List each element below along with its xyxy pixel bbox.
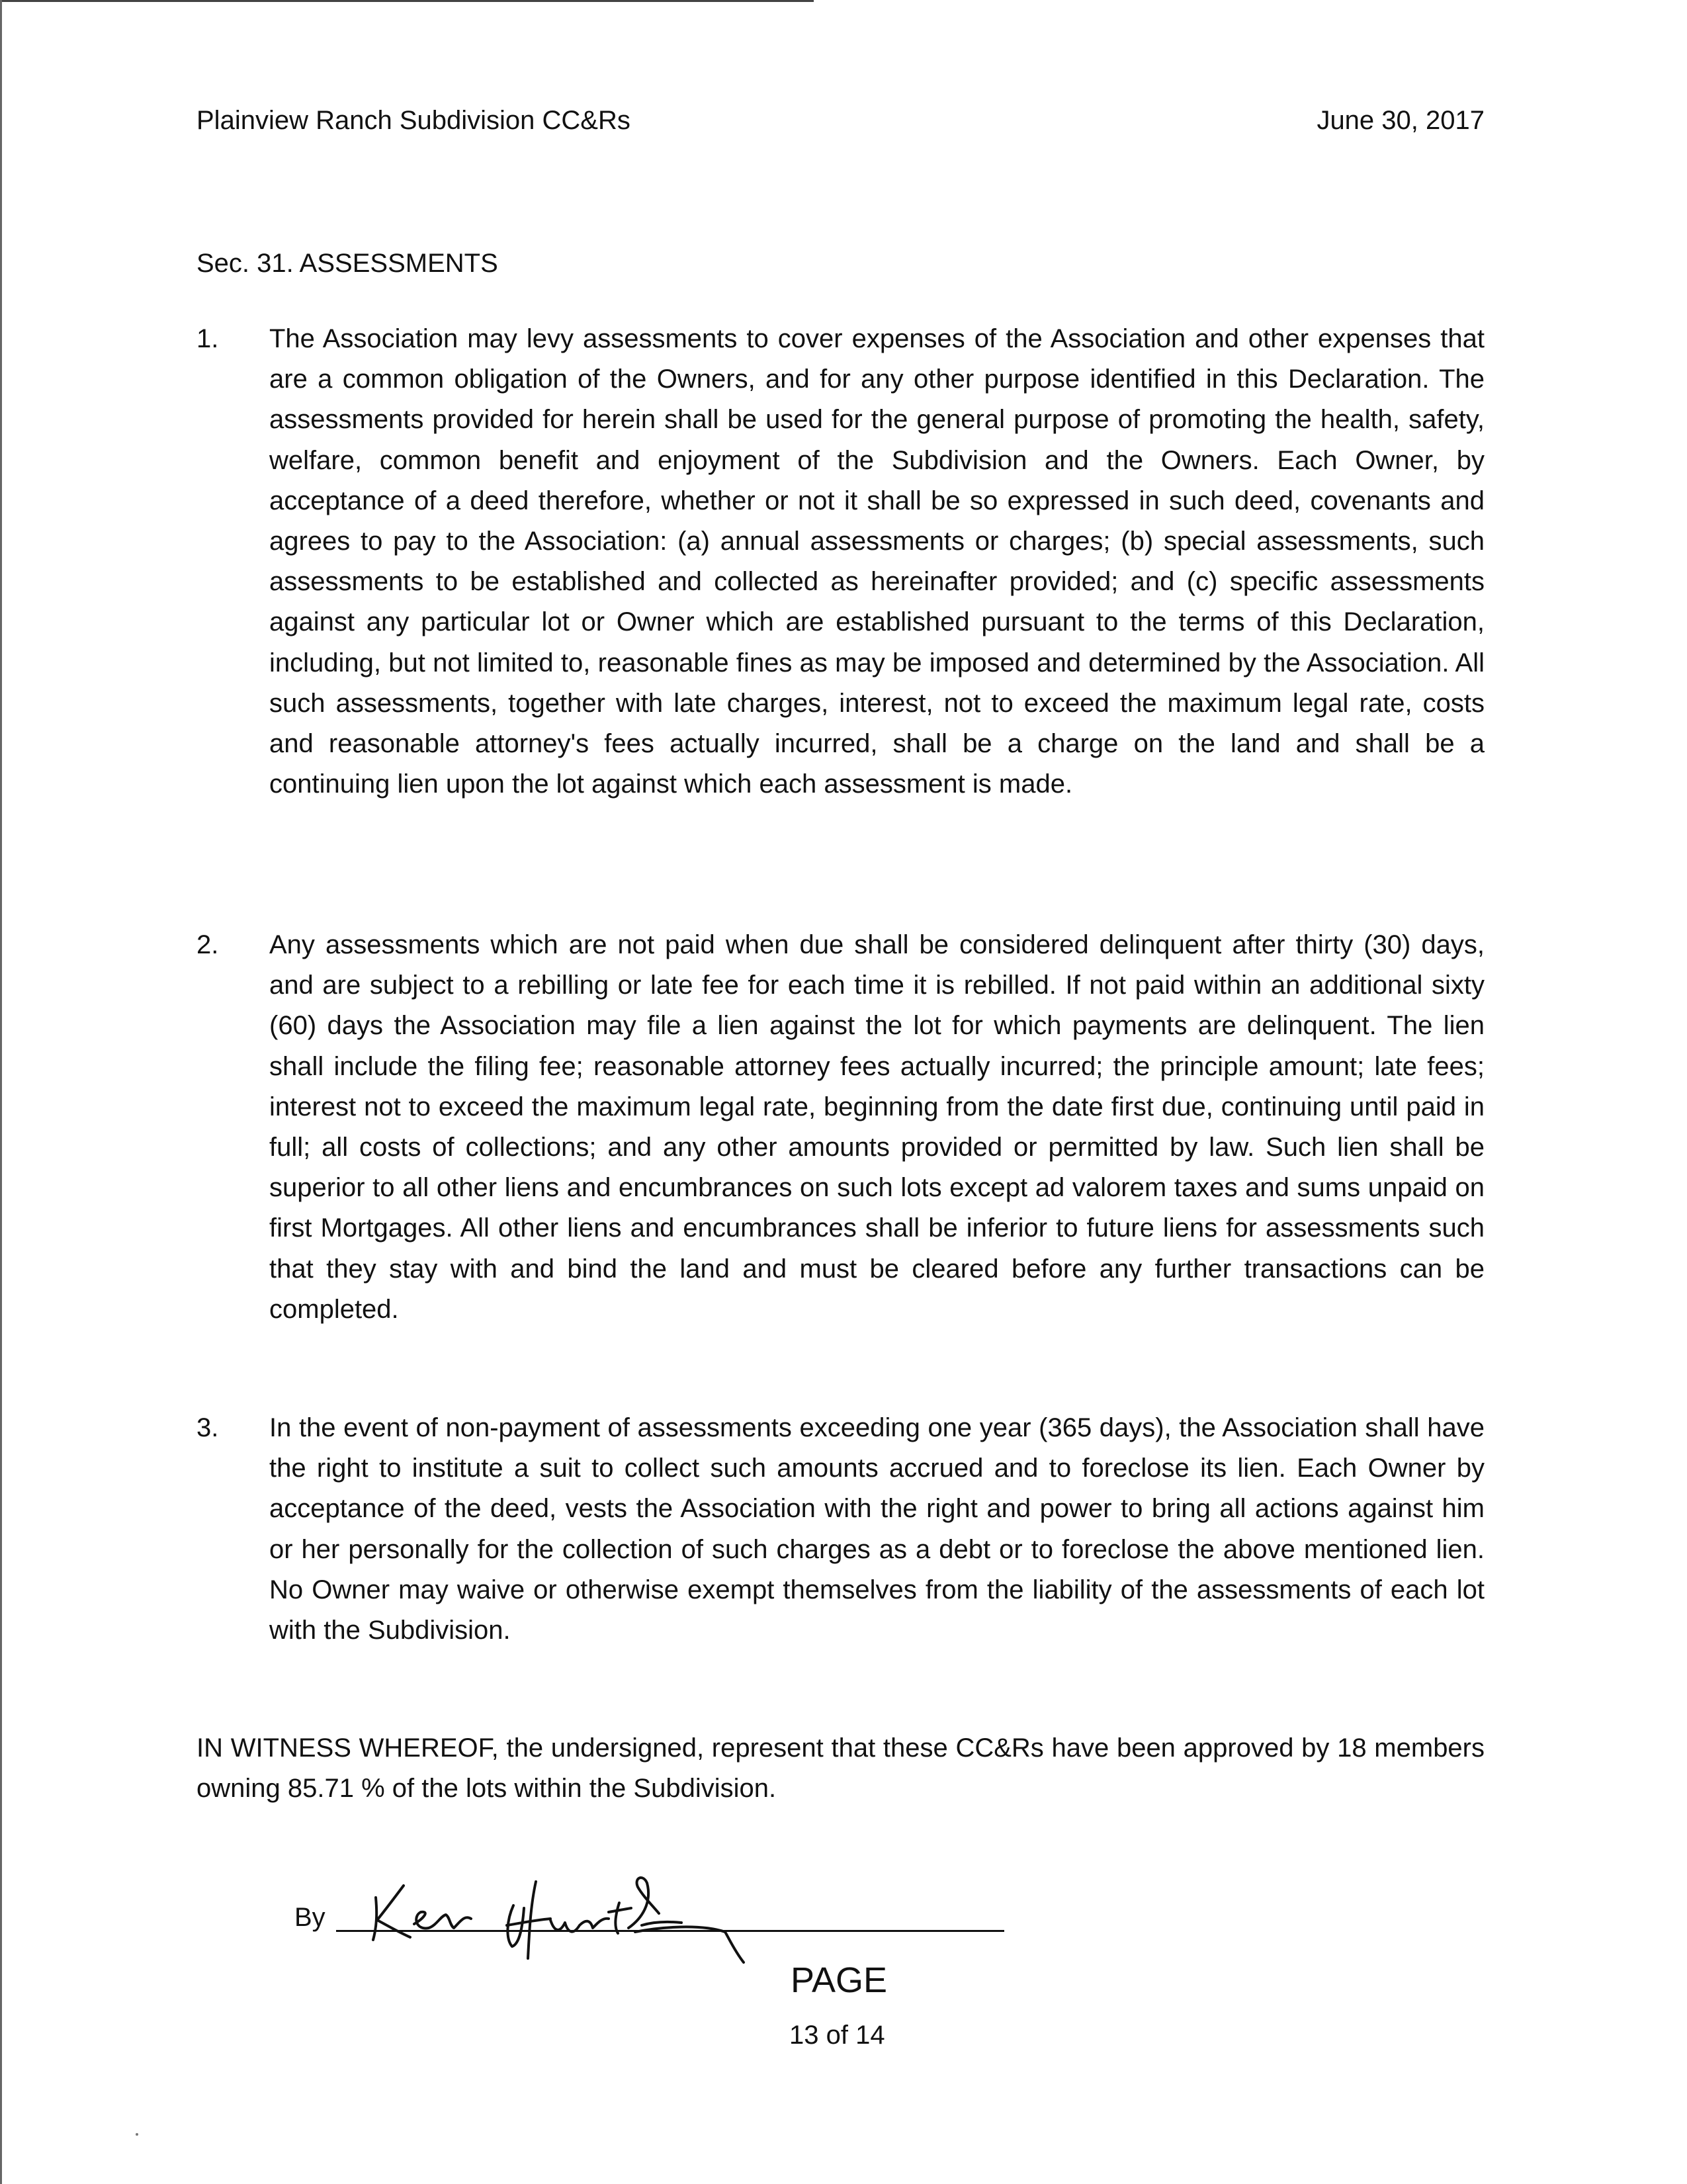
item-text: In the event of non-payment of assessments exceeding one year (365 days), the Association shall have the right to institute a suit to collect such amounts accrued and to foreclose its lien. Each Owner by acceptance of the deed, vests the Association with the right and power to bring all actions against him or her personally for the collection of such charges as a debt or to foreclose the above mentioned lien. No Owner may waive or otherwise exempt themselves from the liability of the assessments of each lot with the Subdivision. (269, 1413, 1485, 1645)
item-number: 2. (196, 930, 219, 959)
assessment-item (196, 1408, 1485, 1651)
page-number: 13 of 14 (789, 2021, 885, 2050)
item-number: 3. (196, 1413, 219, 1442)
item-number: 1. (196, 324, 219, 353)
assessment-item (196, 319, 1485, 805)
scan-speck (136, 2133, 138, 2136)
page-header (196, 101, 1485, 140)
witness-statement: IN WITNESS WHEREOF, the undersigned, represent that these CC&Rs have been approved by 18 members owning 85.71 % of the lots within the Subdivision. (196, 1733, 1485, 1803)
by-label: By (294, 1903, 325, 1932)
section-heading: Sec. 31. ASSESSMENTS (196, 249, 498, 278)
item-text: Any assessments which are not paid when due shall be considered delinquent after thirty (30) days, and are subject to a rebilling or late fee for each time it is rebilled. If not paid within an additional sixty (60) days the Association may file a lien against the lot for which payments are delinquent. The lien shall include the filing fee; reasonable attorney fees actually incurred; the principle amount; late fees; interest not to exceed the maximum legal rate, beginning from the date first due, continuing until paid in full; all costs of collections; and any other amounts provided or permitted by law. Such lien shall be superior to all other liens and encumbrances on such lots except ad valorem taxes and sums unpaid on first Mortgages. All other liens and encumbrances shall be inferior to future liens for assessments such that they stay with and bind the land and must be cleared before any further transactions can be completed. (269, 930, 1485, 1324)
document-date: June 30, 2017 (1317, 106, 1485, 135)
handwritten-signature (357, 1839, 820, 1985)
document-title: Plainview Ranch Subdivision CC&Rs (196, 106, 630, 135)
assessment-item (196, 925, 1485, 1330)
item-text: The Association may levy assessments to cover expenses of the Association and other expenses that are a common obligation of the Owners, and for any other purpose identified in this Declaration. The assessments provided for herein shall be used for the general purpose of promoting the health, safety, welfare, common benefit and enjoyment of the Subdivision and the Owners. Each Owner, by acceptance of a deed therefore, whether or not it shall be so expressed in such deed, covenants and agrees to pay to the Association: (a) annual assessments or charges; (b) special assessments, such assessments to be established and collected as hereinafter provided; and (c) specific assessments against any particular lot or Owner which are established pursuant to the terms of this Declaration, including, but not limited to, reasonable fines as may be imposed and determined by the Association. All such assessments, together with late charges, interest, not to exceed the maximum legal rate, costs and reasonable attorney's fees actually incurred, shall be a charge on the land and shall be a continuing lien upon the lot against which each assessment is made. (269, 324, 1485, 799)
scan-edge-top (0, 0, 814, 2)
page-label: PAGE (791, 1960, 888, 2000)
scan-edge-left (0, 0, 2, 2184)
